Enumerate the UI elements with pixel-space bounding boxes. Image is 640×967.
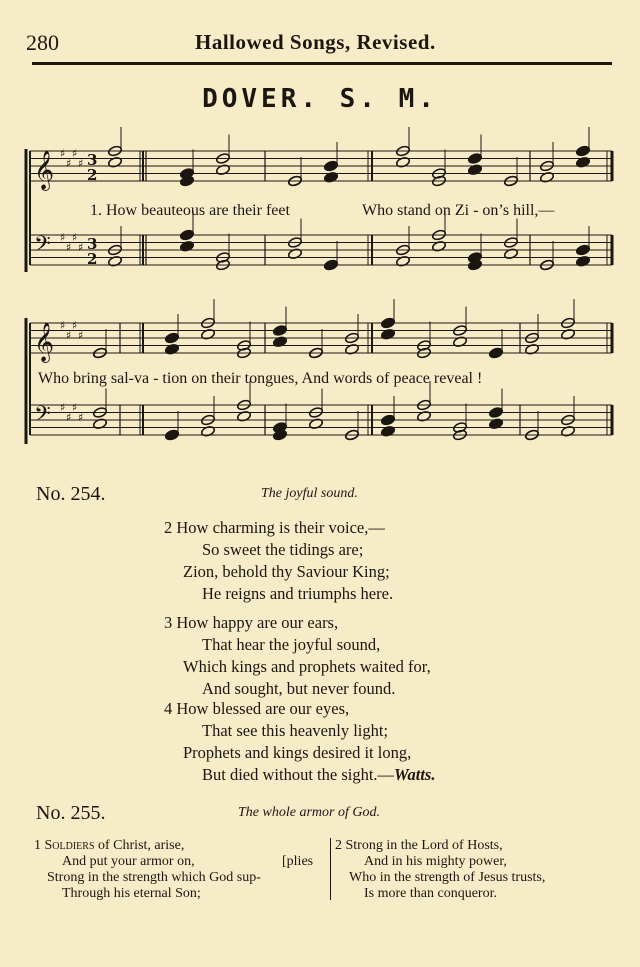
verse-line: That see this heavenly light; [202,721,389,740]
hymn-subtitle-254: The joyful sound. [261,486,358,501]
time-signature: 2 [87,250,98,268]
treble-clef: 𝄞 [34,322,55,362]
sharp-sign: ♯ [60,231,66,244]
verse-line-text: of Christ, arise, [94,838,185,853]
overflow-syllable: [plies [282,854,314,869]
hymn-number-254: No. 254. [36,483,106,505]
notehead [381,317,396,329]
verse-line: Strong in the strength which God sup- [47,870,261,885]
verse-line: And sought, but never found. [202,679,396,698]
notehead [381,414,396,426]
notehead [165,332,180,344]
time-signature: 3 [87,235,98,253]
column-divider [330,838,331,900]
verse-line: Zion, behold thy Saviour King; [183,562,390,581]
sharp-sign: ♯ [72,319,78,332]
sharp-sign: ♯ [78,329,84,342]
time-signature: 2 [87,166,98,184]
sharp-sign: ♯ [72,147,78,160]
hymn-number-255: No. 255. [36,802,106,824]
notehead [165,429,180,441]
notehead [576,244,591,256]
notehead [180,229,195,241]
notehead [324,160,339,172]
hymn-subtitle-255: The whole armor of God. [238,805,380,820]
verse-line: 2 How charming is their voice,— [164,518,385,537]
bass-clef: 𝄢 [34,402,51,432]
notehead [468,153,483,165]
sharp-sign: ♯ [72,401,78,414]
tune-title: DOVER. S. M. [202,84,438,114]
notehead [576,145,591,157]
sharp-sign: ♯ [78,241,84,254]
verse-line: 4 How blessed are our eyes, [164,699,350,718]
verse-line: Prophets and kings desired it long, [183,743,412,762]
verse-line: And in his mighty power, [364,854,507,869]
bass-clef: 𝄢 [34,232,51,262]
sharp-sign: ♯ [72,231,78,244]
notehead [324,259,339,271]
lyric-line-2: Who bring sal-va - tion on their tongues, And words of peace reveal ! [38,370,483,387]
verse-line [34,838,184,854]
verse-line: Which kings and prophets waited for, [183,657,431,676]
verse-line: That hear the joyful sound, [202,635,381,654]
sharp-sign: ♯ [66,329,72,342]
verse-line: He reigns and triumphs here. [202,584,394,603]
running-title: Hallowed Songs, Revised. [195,30,436,54]
verse-line-text: But died without the sight.— [202,765,395,784]
notehead [489,407,504,419]
verse-line: Through his eternal Son; [62,886,201,901]
time-signature: 3 [87,151,98,169]
sharp-sign: ♯ [60,319,66,332]
sharp-sign: ♯ [66,411,72,424]
verse-line: Is more than conqueror. [364,886,497,901]
verse-number: 1 [34,838,41,853]
verse-line [202,764,435,786]
sharp-sign: ♯ [60,401,66,414]
treble-clef: 𝄞 [34,150,55,190]
verse-line: 2 Strong in the Lord of Hosts, [335,838,503,853]
notehead [489,347,504,359]
sharp-sign: ♯ [66,157,72,170]
verse-line: So sweet the tidings are; [202,540,364,559]
lyric-line-1b: Who stand on Zi - on’s hill,— [362,202,555,219]
sharp-sign: ♯ [78,411,84,424]
first-words: Soldiers [44,838,95,853]
sharp-sign: ♯ [60,147,66,160]
verse-line: Who in the strength of Jesus trusts, [349,870,546,885]
page-number: 280 [26,30,59,55]
attribution: Watts. [394,765,436,784]
verse-line: 3 How happy are our ears, [164,613,339,632]
notehead [273,325,288,337]
verse-line: And put your armor on, [62,854,195,869]
sharp-sign: ♯ [78,157,84,170]
sharp-sign: ♯ [66,241,72,254]
lyric-line-1a: 1. How beauteous are their feet [90,202,290,219]
